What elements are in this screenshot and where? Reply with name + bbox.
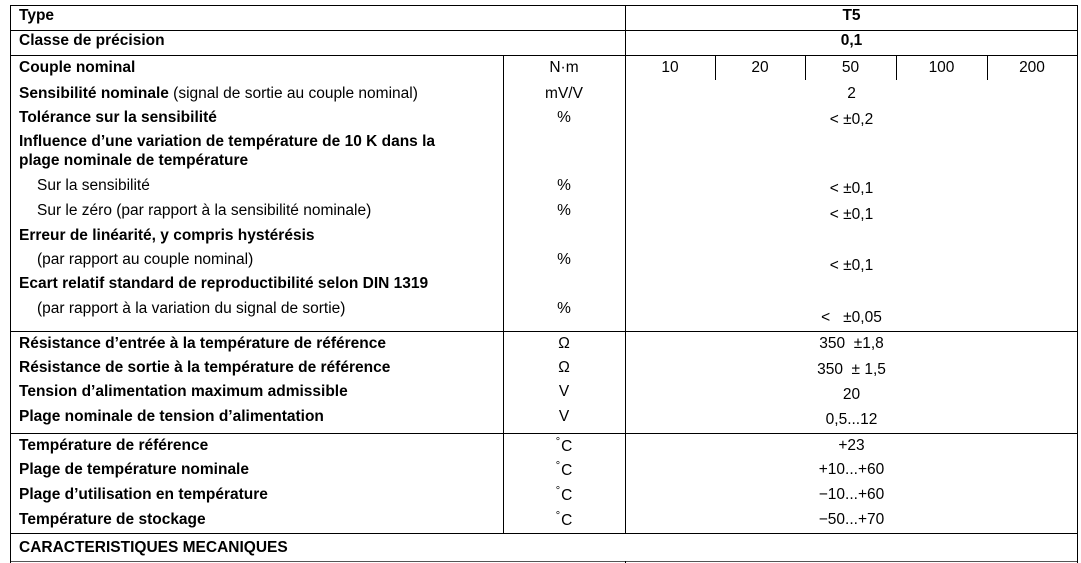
tolerance-value: < ±0,2 (829, 111, 874, 128)
rule (10, 55, 1078, 56)
linearite-sub-label: (par rapport au couple nominal) (37, 251, 254, 268)
temperature-label: Plage d’utilisation en température (19, 486, 268, 503)
couple-value: 10 (661, 59, 679, 76)
tolerance-label: Tolérance sur la sensibilité (19, 109, 217, 126)
sensibilite-unit: mV/V (545, 85, 583, 102)
degree-sign: ° (555, 436, 561, 448)
ecart-label: Ecart relatif standard de reproductibilité selon DIN 1319 (19, 275, 429, 292)
couple-value: 200 (1019, 59, 1045, 76)
class-label: Classe de précision (19, 32, 165, 49)
section-heading-mecanique: CARACTERISTIQUES MECANIQUES (19, 539, 288, 556)
temperature-value: −50...+70 (818, 511, 885, 528)
temperature-value: +23 (838, 437, 865, 454)
couple-unit: N·m (549, 59, 579, 76)
influence-sub-label: Sur le zéro (par rapport à la sensibilité nominale) (37, 202, 372, 219)
rule (10, 331, 1078, 332)
degree-sign: ° (555, 510, 561, 522)
electrical-label: Tension d’alimentation maximum admissible (19, 383, 348, 400)
ecart-value: < ±0,05 (821, 309, 882, 326)
rule (10, 433, 1078, 434)
tolerance-unit: % (557, 109, 571, 126)
electrical-unit: Ω (558, 359, 570, 376)
temperature-label: Température de stockage (19, 511, 206, 528)
temperature-unit (503, 438, 625, 457)
temperature-unit (503, 487, 625, 506)
influence-label-line2: plage nominale de température (19, 152, 249, 169)
unit-letter: C (561, 462, 573, 479)
unit-letter: C (561, 487, 573, 504)
influence-sub-label: Sur la sensibilité (37, 177, 150, 194)
electrical-unit: V (558, 383, 570, 400)
electrical-unit: V (558, 408, 570, 425)
influence-sub-value: < ±0,1 (829, 206, 874, 223)
unit-letter: C (561, 438, 573, 455)
couple-value: 20 (751, 59, 769, 76)
influence-sub-unit: % (557, 177, 571, 194)
rule (10, 30, 1078, 31)
sensibilite-label-bold: Sensibilité nominale (19, 85, 169, 102)
couple-label: Couple nominal (19, 59, 136, 76)
influence-sub-unit: % (557, 202, 571, 219)
ecart-unit: % (557, 300, 571, 317)
temperature-label: Température de référence (19, 437, 209, 454)
linearite-value: < ±0,1 (829, 257, 874, 274)
sensibilite-value: 2 (847, 85, 856, 102)
temperature-label: Plage de température nominale (19, 461, 249, 478)
electrical-label: Résistance d’entrée à la température de référence (19, 335, 387, 352)
influence-label-line1: Influence d’une variation de température de 10 K dans la (19, 133, 436, 150)
type-label: Type (19, 7, 55, 24)
electrical-label: Plage nominale de tension d’alimentation (19, 408, 324, 425)
rule (10, 5, 1078, 6)
sensibilite-label (19, 85, 418, 103)
electrical-value: 350 ±1,8 (819, 335, 884, 352)
electrical-value: 0,5...12 (825, 411, 878, 428)
class-value: 0,1 (840, 32, 863, 49)
temperature-value: −10...+60 (818, 486, 885, 503)
rule (10, 5, 11, 563)
rule (10, 561, 1078, 562)
temperature-unit (503, 462, 625, 481)
temperature-value: +10...+60 (818, 461, 885, 478)
linearite-unit: % (557, 251, 571, 268)
electrical-value: 350 ± 1,5 (817, 361, 886, 378)
couple-value: 100 (928, 59, 955, 76)
electrical-unit: Ω (558, 335, 570, 352)
influence-sub-value: < ±0,1 (829, 180, 874, 197)
degree-sign: ° (555, 485, 561, 497)
linearite-label: Erreur de linéarité, y compris hystérésis (19, 227, 315, 244)
temperature-unit (503, 512, 625, 531)
unit-letter: C (561, 512, 573, 529)
degree-sign: ° (555, 460, 561, 472)
sensibilite-label-note: (signal de sortie au couple nominal) (168, 85, 418, 102)
electrical-label: Résistance de sortie à la température de référence (19, 359, 391, 376)
couple-value: 50 (841, 59, 860, 76)
ecart-sub-label: (par rapport à la variation du signal de sortie) (37, 300, 346, 317)
electrical-value: 20 (842, 386, 861, 403)
rule (10, 533, 1078, 534)
type-value: T5 (842, 7, 861, 24)
